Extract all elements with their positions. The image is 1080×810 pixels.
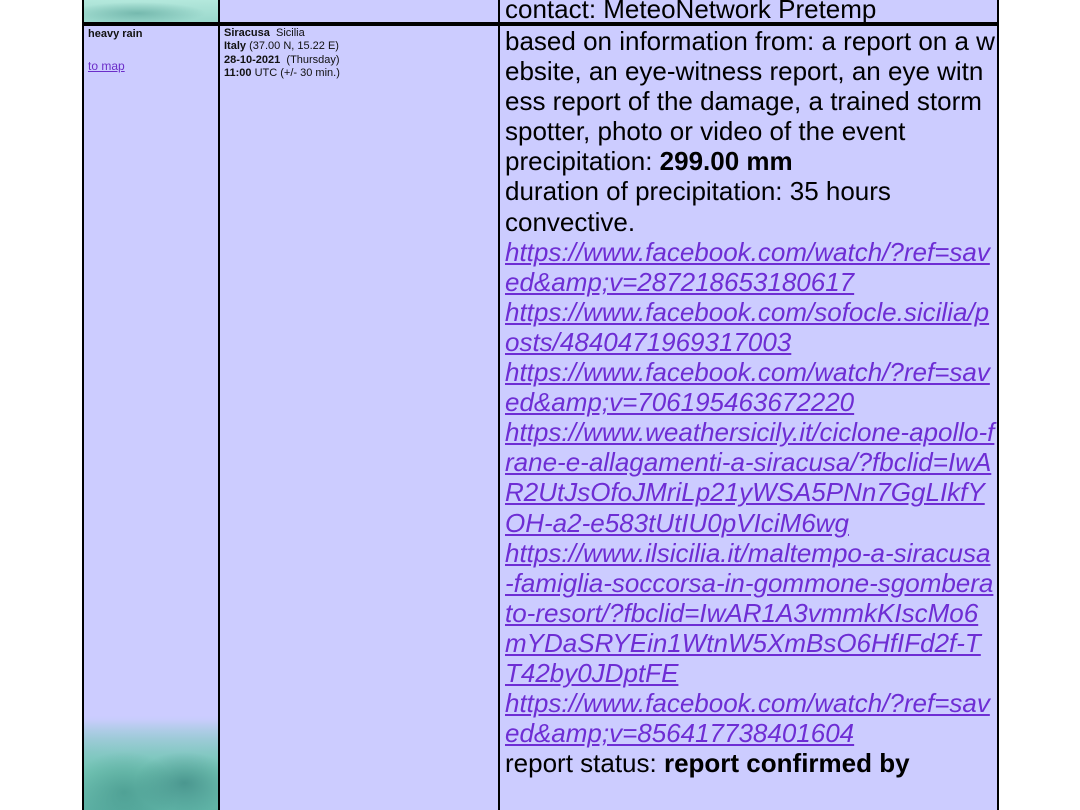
place-line xyxy=(224,27,340,40)
report-status-label: report status: xyxy=(505,748,657,779)
location-cell xyxy=(220,26,498,810)
prev-row-contact-text: contact: MeteoNetwork Pretemp xyxy=(505,0,877,22)
source-link-6[interactable]: https://www.facebook.com/watch/?ref=saved&amp;v=856417738401604 xyxy=(505,688,990,749)
report-status-line xyxy=(505,748,995,778)
source-link-1[interactable]: https://www.facebook.com/watch/?ref=saved&amp;v=287218653180617 xyxy=(505,236,990,297)
details-text xyxy=(505,26,995,778)
source-link-list xyxy=(505,237,995,749)
source-link-4[interactable]: https://www.weathersicily.it/ciclone-apollo-frane-e-allagamenti-a-siracusa/?fbclid=IwAR2UtJsOfoJMriLp21yWSA5PNn7GgLIkfYOH-a2-e583tUtIU0pVIciM6wg xyxy=(505,417,995,538)
time-line xyxy=(224,67,340,80)
precipitation-line xyxy=(505,146,995,176)
report-status-value: report confirmed by xyxy=(663,748,910,779)
event-type-cell xyxy=(84,26,218,810)
source-link-3[interactable]: https://www.facebook.com/watch/?ref=saved&amp;v=706195463672220 xyxy=(505,357,990,418)
source-info: based on information from: a report on a website, an eye-witness report, an eye witness report of the damage, a trained storm spotter, photo or video of the event xyxy=(505,26,995,147)
time-uncertainty: UTC (+/- 30 min.) xyxy=(254,66,340,79)
event-type-label: heavy rain xyxy=(88,28,143,40)
source-link-2[interactable]: https://www.facebook.com/sofocle.sicilia/posts/4840471969317003 xyxy=(505,296,990,357)
place-name: Siracusa xyxy=(224,27,270,39)
country-line xyxy=(224,40,340,53)
to-map-link[interactable]: to map xyxy=(88,59,125,73)
prev-row-location-cell xyxy=(220,0,498,22)
precipitation-label: precipitation: xyxy=(505,146,653,177)
precipitation-value: 299.00 mm xyxy=(659,146,793,177)
event-date: 28-10-2021 xyxy=(224,53,281,66)
prev-row-details-cell xyxy=(500,0,997,22)
coordinates: (37.00 N, 15.22 E) xyxy=(249,40,339,53)
date-line xyxy=(224,54,340,67)
event-time: 11:00 xyxy=(224,66,252,79)
report-table xyxy=(82,0,999,810)
source-link-5[interactable]: https://www.ilsicilia.it/maltempo-a-siracusa-famiglia-soccorsa-in-gommone-sgomberato-resort/?fbclid=IwAR1A3vmmkKIscMo6mYDaSRYEin1WtnW5XmBsO6HfIFd2f-TT42by0JDptFE xyxy=(505,537,994,688)
prev-row-image-cell xyxy=(84,0,218,22)
location-block xyxy=(224,27,340,80)
duration-line: duration of precipitation: 35 hours xyxy=(505,176,891,207)
event-weekday: (Thursday) xyxy=(286,53,340,66)
country-name: Italy xyxy=(224,40,247,53)
region-name: Sicilia xyxy=(276,27,305,39)
details-cell xyxy=(500,26,997,810)
convective-line: convective. xyxy=(505,206,636,237)
